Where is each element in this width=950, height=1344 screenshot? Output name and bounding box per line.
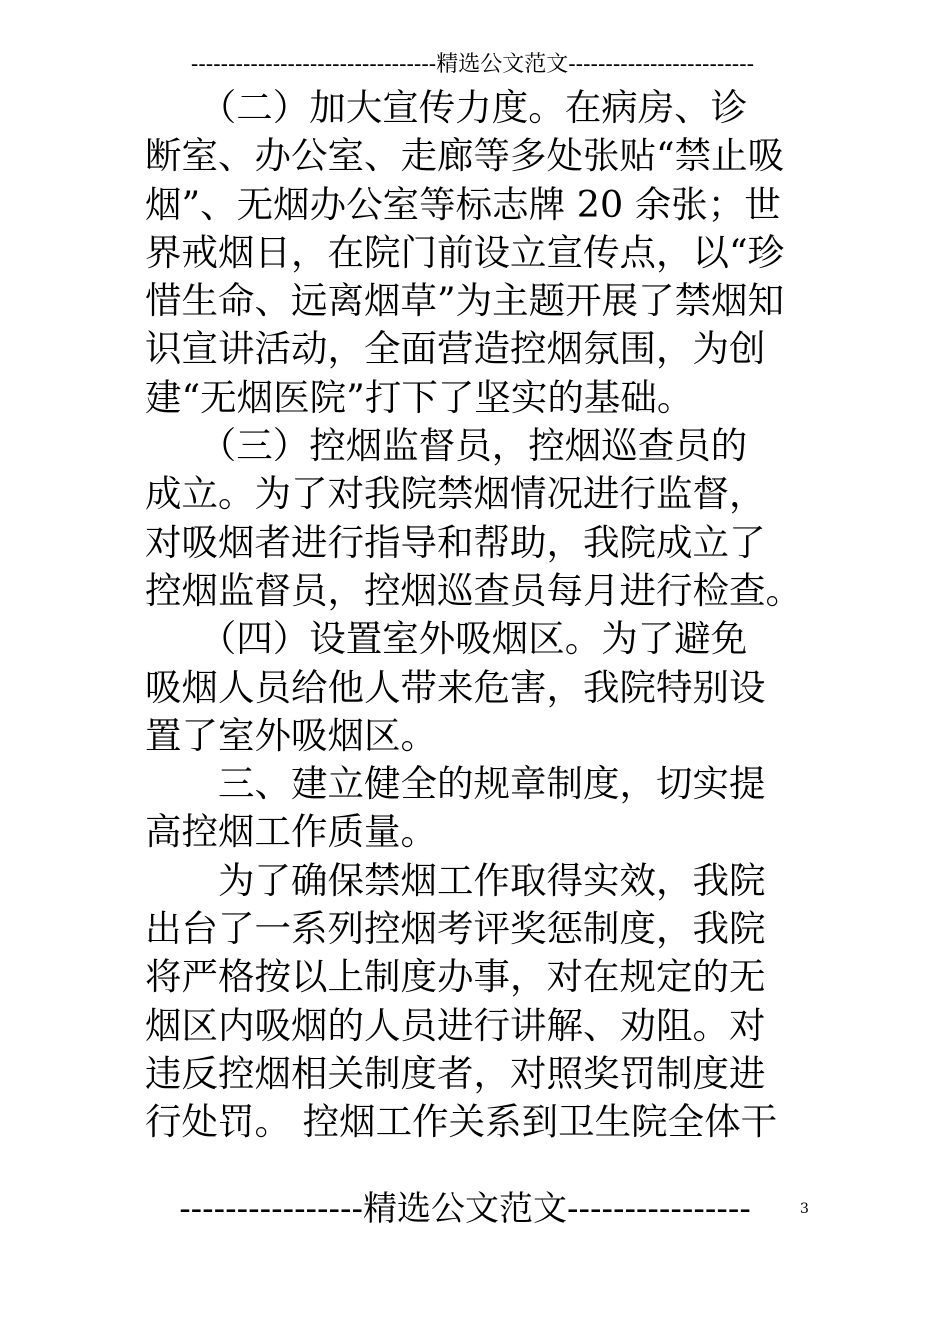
body-line: 识宣讲活动，全面营造控烟氛围，为创 (145, 327, 766, 371)
body-line: 行处罚。 控烟工作关系到卫生院全体干 (145, 1100, 778, 1144)
body-line: 界戒烟日，在院门前设立宣传点，以“珍 (145, 230, 785, 274)
body-line: 出台了一系列控烟考评奖惩制度，我院 (145, 907, 766, 951)
document-body (145, 84, 807, 1147)
body-line: 将严格按以上制度办事，对在规定的无 (145, 955, 766, 999)
page-number: 3 (800, 1201, 809, 1217)
body-line: 对吸烟者进行指导和帮助，我院成立了 (145, 520, 766, 564)
page-footer: ----------------精选公文范文---------------- (179, 1189, 751, 1229)
body-line: （三）控烟监督员，控烟巡查员的 (145, 424, 748, 468)
body-line: 烟”、无烟办公室等标志牌 20 余张；世 (145, 182, 781, 226)
body-line: 惜生命、远离烟草”为主题开展了禁烟知 (145, 279, 785, 323)
body-line: 烟区内吸烟的人员进行讲解、劝阻。对 (145, 1003, 766, 1047)
body-line: 违反控烟相关制度者，对照奖罚制度进 (145, 1051, 766, 1095)
body-line: 为了确保禁烟工作取得实效，我院 (145, 858, 766, 902)
body-line: 置了室外吸烟区。 (145, 713, 437, 757)
body-line: 吸烟人员给他人带来危害，我院特别设 (145, 665, 766, 709)
body-line: （二）加大宣传力度。在病房、诊 (145, 86, 748, 129)
body-line: （四）设置室外吸烟区。为了避免 (145, 617, 748, 661)
body-line: 高控烟工作质量。 (145, 810, 437, 854)
page-header: ---------------------------------精选公文范文------------------------- (190, 52, 755, 77)
body-line: 三、建立健全的规章制度，切实提 (145, 762, 766, 806)
body-line: 控烟监督员，控烟巡查员每月进行检查。 (145, 568, 802, 612)
body-line: 建“无烟医院”打下了坚实的基础。 (145, 375, 694, 419)
body-line: 成立。为了对我院禁烟情况进行监督， (145, 472, 766, 516)
body-line: 断室、办公室、走廊等多处张贴“禁止吸 (145, 134, 785, 178)
